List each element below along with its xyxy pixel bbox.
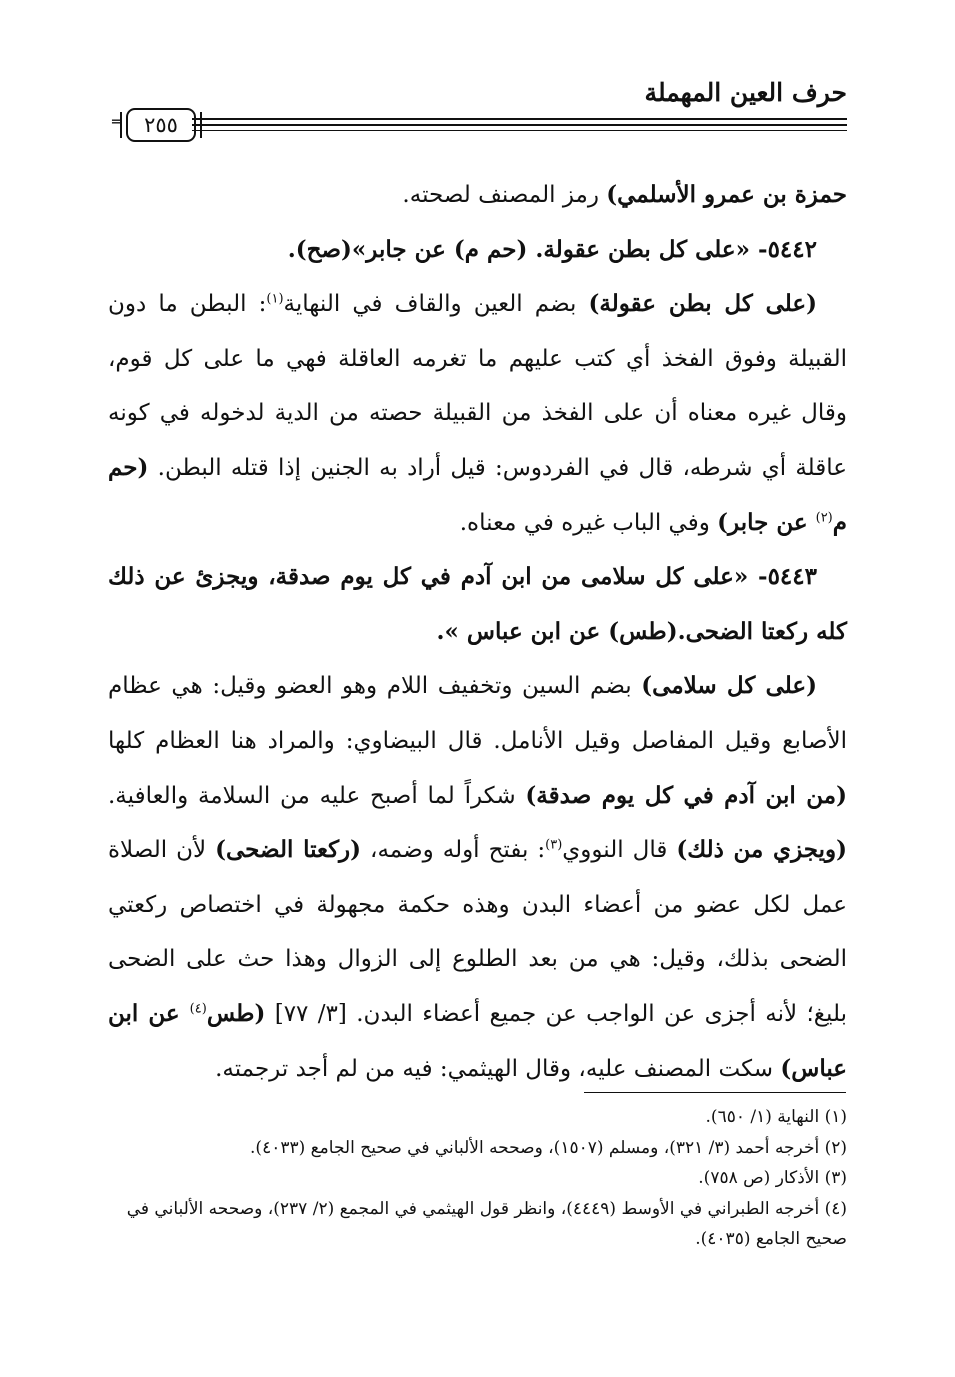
footnote-2: (٢) أخرجه أحمد (٣/ ٣٢١)، ومسلم (١٥٠٧)، وصححه الألباني في صحيح الجامع (٤٠٣٣).: [250, 1137, 847, 1158]
page-number: ٢٥٥: [126, 108, 196, 142]
footnote-ref: (٣): [545, 837, 563, 853]
rule-line: [192, 130, 847, 131]
hadith-5442: [108, 223, 847, 278]
bold-phrase: حمزة بن عمرو الأسلمي): [606, 181, 847, 208]
footnotes: [108, 1102, 847, 1255]
hadith-5443: [108, 550, 847, 659]
text-run: شكراً لما أصبح عليه من السلامة والعافية.: [108, 782, 526, 809]
footnote-ref: (٤): [189, 1001, 207, 1017]
footnote-ref: (٢): [815, 509, 833, 525]
rule-end-mark: ═: [112, 112, 122, 131]
footnote-3: (٣) الأذكار (ص ٧٥٨).: [698, 1168, 847, 1188]
footnote-ref: (١): [266, 291, 284, 307]
text-run: بضم العين والقاف في النهاية: [283, 291, 589, 318]
bold-phrase: عن جابر): [717, 508, 816, 536]
footnote-1: (١) النهاية (١/ ٦٥٠).: [705, 1107, 847, 1127]
text-run: : بفتح أوله وضمه،: [361, 837, 546, 864]
commentary-5443: [108, 659, 847, 1096]
bold-phrase: (على كل سلامى): [641, 672, 817, 700]
running-header-title: حرف العين المهملة: [644, 78, 847, 107]
body-text: [108, 168, 847, 1096]
text-run: : البطن ما دون القبيلة وفوق الفخذ أي كتب عليهم ما تغرمه العاقلة فهي ما على كل قوم، وقال غيره معناه أن على الفخذ من القبيلة حصته من الدية لدخوله في كونه عاقلة أي شرطه، قال في الفردوس: قيل أراد به الجنين إذا قتله البطن.: [108, 291, 847, 481]
bold-phrase: عن ابن عباس): [108, 999, 847, 1082]
rule-line: [192, 124, 847, 126]
bold-phrase: (من ابن آدم في كل يوم صدقة): [525, 781, 847, 809]
footnote-4: (٤) أخرجه الطبراني في الأوسط (٤٤٤٩)، وانظر قول الهيثمي في المجمع (٢/ ٢٣٧)، وصححه الألباني في صحيح الجامع (٤٠٣٥).: [126, 1198, 847, 1249]
paragraph-continuation: [108, 168, 847, 223]
text-run: بضم السين وتخفيف اللام وهو العضو وقيل: هي عظام الأصابع وقيل المفاصل وقيل الأنامل. قال البيضاوي: والمراد هنا العظام كلها: [108, 673, 847, 754]
hadith-text: ٥٤٤٣- «على كل سلامى من ابن آدم في كل يوم صدقة، ويجزئ عن ذلك كله ركعتا الضحى.(طس) عن ابن عباس ».: [108, 563, 847, 645]
rule-line: [192, 118, 847, 120]
bold-phrase: (ركعتا الضحى): [215, 836, 362, 864]
text-run: لأن الصلاة عمل لكل عضو من أعضاء البدن وهذه حكمة مجهولة في اختصاص ركعتي الضحى بذلك، وقيل: هي من بعد الطلوع إلى الزوال وهذا حث على الضحى بليغ؛ لأنه أجزى عن الواجب عن جميع أعضاء البدن. [٣/ ٧٧]: [108, 837, 848, 1027]
footnote-divider: [584, 1092, 846, 1093]
text-run: رمز المصنف لصحته.: [402, 182, 607, 208]
commentary-5442: [108, 277, 847, 550]
bold-phrase: (ويجزي من ذلك): [676, 836, 847, 864]
text-run: قال النووي: [562, 837, 677, 864]
text-run: سكت المصنف عليه، وقال الهيثمي: فيه من لم أجد ترجمته.: [215, 1055, 781, 1082]
bold-phrase: (حم م: [108, 453, 847, 536]
bold-phrase: (طس: [206, 999, 266, 1027]
bold-phrase: (على كل بطن عقولة): [588, 290, 817, 318]
text-run: وفي الباب غيره في معناه.: [459, 509, 718, 536]
hadith-text: ٥٤٤٢- «على كل بطن عقولة. (حم م) عن جابر»(صح).: [287, 235, 817, 263]
header-rule: [112, 108, 847, 142]
